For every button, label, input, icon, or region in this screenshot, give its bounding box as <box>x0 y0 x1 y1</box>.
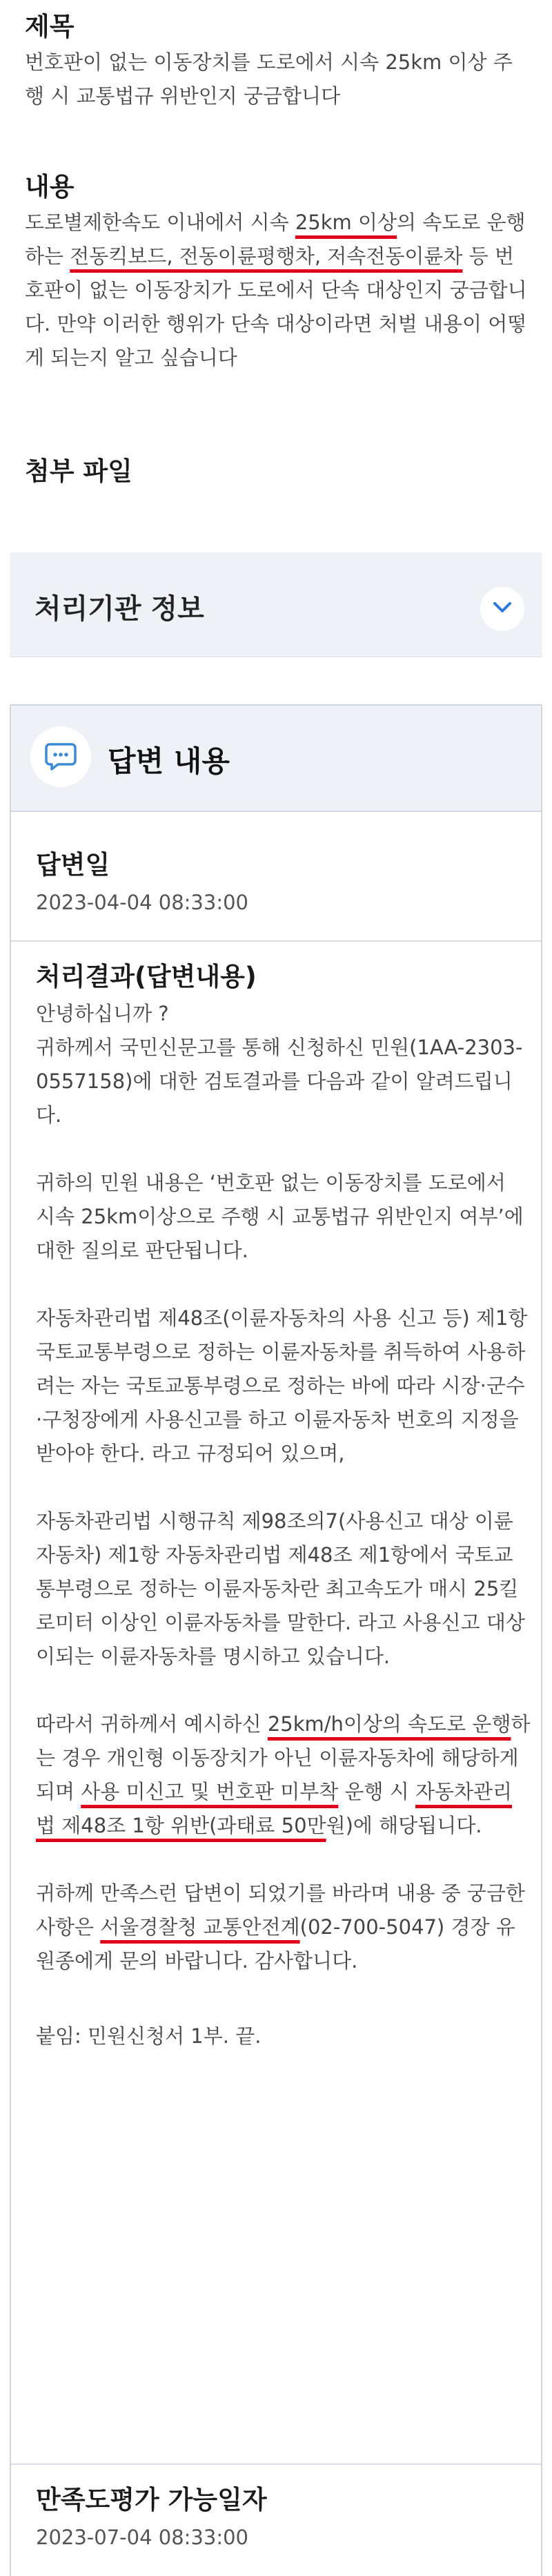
subject-label: 제목 <box>25 12 75 41</box>
answer-section <box>10 704 542 2576</box>
chevron-down-icon <box>493 601 512 617</box>
attachment-note: 붙임: 민원신청서 1부. 끝. <box>36 2024 262 2048</box>
highlight-speed: 25km 이상 <box>295 211 397 234</box>
result-label: 처리결과(답변내용) <box>36 962 257 991</box>
answer-paragraph: 자동차관리법 시행규칙 제98조의7(사용신고 대상 이륜자동차) 제1항 자동차관리법 제48조 제1항에서 국토교통부령으로 정하는 이륜자동차란 최고속도가 매시 25킬로미터 이상인 이륜자동차를 말한다. 라고 사용신고 대상이되는 이륜자동차를 명시하고 있습니다. <box>36 1509 525 1668</box>
expand-toggle-button[interactable] <box>480 587 524 631</box>
content-text: 도로별제한속도 이내에서 시속 25km 이상의 속도로 운행하는 전동킥보드, 전동이륜평행차, 저속전동이륜차 등 번호판이 없는 이동장치가 도로에서 단속 대상인지 궁금합니다. 만약 이러한 행위가 단속 대상이라면 처벌 내용이 어떻게 되는지 알고 싶습니다 <box>25 211 527 369</box>
answer-paragraph: 자동차관리법 제48조(이륜자동차의 사용 신고 등) 제1항 국토교통부령으로 정하는 이륜자동차를 취득하여 사용하려는 자는 국토교통부령으로 정하는 바에 따라 시장·군수·구청장에게 사용신고를 하고 이륜자동차 번호의 지정을 받아야 한다. 라고 규정되어 있으며, <box>36 1306 528 1465</box>
answer-header <box>11 706 541 812</box>
agency-info-title: 처리기관 정보 <box>34 593 204 625</box>
subject-text: 번호판이 없는 이동장치를 도로에서 시속 25km 이상 주행 시 교통법규 위반인지 궁금합니다 <box>25 50 513 108</box>
satisfaction-date-value: 2023-07-04 08:33:00 <box>36 2526 248 2549</box>
highlight-devices: 전동킥보드, 전동이륜평행차, 저속전동이륜차 <box>70 244 463 268</box>
satisfaction-label: 만족도평가 가능일자 <box>36 2485 267 2515</box>
highlight-speed-operation: 25km/h이상의 속도로 운행 <box>267 1712 511 1736</box>
answer-paragraph: 귀하께 만족스런 답변이 되었기를 바라며 내용 중 궁금한 사항은 서울경찰청 교통안전계(02-700-5047) 경장 유원종에게 문의 바랍니다. 감사합니다. <box>36 1881 525 1973</box>
answer-paragraph: 귀하의 민원 내용은 ‘번호판 없는 이동장치를 도로에서 시속 25km이상으로 주행 시 교통법규 위반인지 여부’에 대한 질의로 판단됩니다. <box>36 1171 524 1262</box>
answer-title: 답변 내용 <box>108 744 230 778</box>
answer-body <box>36 997 531 2087</box>
attachment-label: 첨부 파일 <box>25 456 132 486</box>
divider <box>11 940 541 942</box>
content-label: 내용 <box>25 172 75 202</box>
answer-paragraph: 따라서 귀하께서 예시하신 25km/h이상의 속도로 운행하는 경우 개인형 이동장치가 아닌 이륜자동차에 해당하게 되며 사용 미신고 및 번호판 미부착 운행 시 자동차관리법 제48조 1항 위반(과태료 50만원)에 해당됩니다. <box>36 1712 531 1837</box>
answer-date-value: 2023-04-04 08:33:00 <box>36 891 248 914</box>
highlight-contact-office: 서울경찰청 교통안전계 <box>100 1915 300 1939</box>
highlight-unregistered: 사용 미신고 및 번호판 미부착 <box>81 1780 339 1803</box>
answer-paragraph: 안녕하십니까 ? 귀하께서 국민신문고를 통해 신청하신 민원(1AA-2303-0557158)에 대한 검토결과를 다음과 같이 알려드립니다. <box>36 1002 523 1127</box>
chat-bubble-icon <box>30 726 91 787</box>
divider <box>11 2463 541 2465</box>
highlight-law-violation: 자동차관리법 제48조 1항 위반(과태료 50만 <box>36 1780 513 1837</box>
agency-info-panel[interactable] <box>10 552 542 657</box>
answer-date-label: 답변일 <box>36 850 110 880</box>
